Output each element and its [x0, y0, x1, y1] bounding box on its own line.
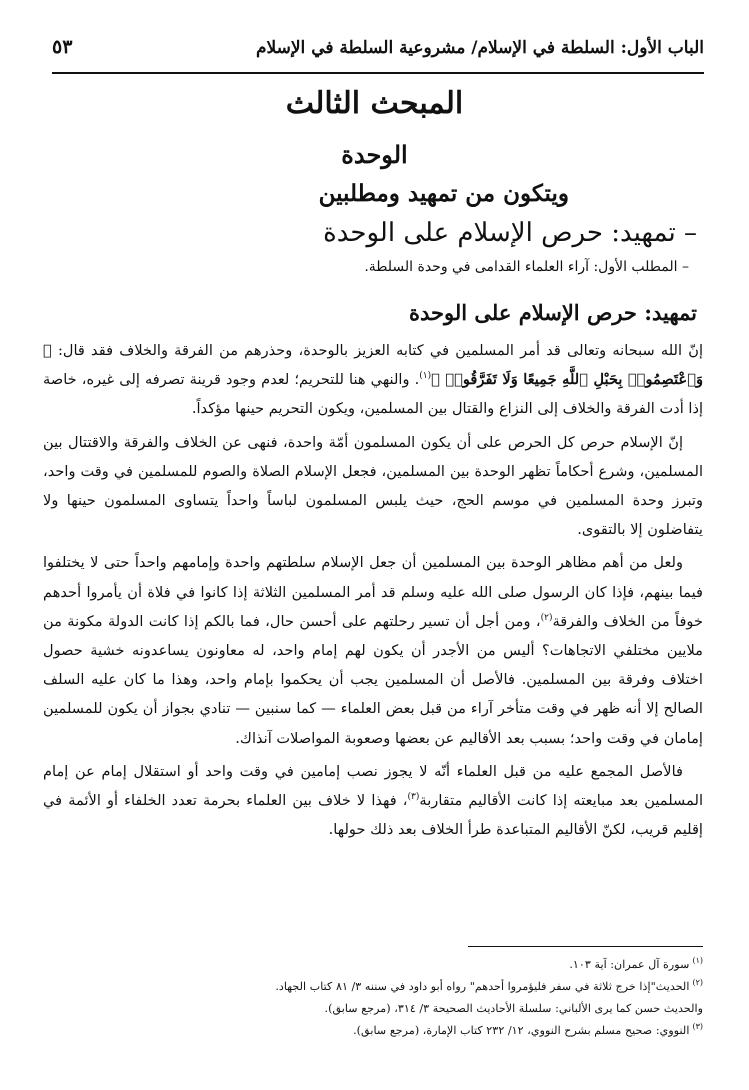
intro-heading: – تمهيد: حرص الإسلام على الوحدة [323, 218, 697, 248]
paragraph-3 [43, 548, 703, 752]
body-text [43, 336, 703, 848]
footnote-3-marker: (٣) [692, 1022, 703, 1032]
paragraph-3-text-b: ، ومن أجل أن تسير رحلتهم على أحسن حال، فما بالكم إذا كانت الدولة مكونة من ملايين مختلفي الاتجاهات؟ أليس من الأجدر أن يكون لهم إمام واحد، له معاونون يساعدونه خشية حصول اختلاف وفرقة بين المسلمين. فالأصل أن المسلمين يجب أن يحكموا بإمام واحد، وهذا ما كان عليه السلف الصالح إلا أنه ظهر في وقت متأخر آراء من قبل بعض العلماء — كما سنبين — تنادي بجواز أن يكون للمسلمين إمامان في وقت واحد؛ بسبب بعد الأقاليم عن بعضها وصعوبة المواصلات آنذاك. [43, 612, 703, 747]
footnote-ref-2: (٢) [540, 612, 553, 623]
section-title: المبحث الثالث [285, 86, 464, 121]
paragraph-4 [43, 757, 703, 845]
page-header [52, 28, 704, 68]
paragraph-3-text-a: ولعل من أهم مظاهر الوحدة بين المسلمين أن جعل الإسلام سلطتهم واحدة وإمامهم واحداً حتى لا يختلفوا فيما بينهم، فإذا كان الرسول صلى الله عليه وسلم قد أمر المسلمين الثلاثة إذا كانوا في فلاة أن يأمروا أحدهم خوفاً من الخلاف والفرقة [43, 554, 703, 630]
header-rule [52, 72, 704, 74]
section-subtitle: الوحدة [341, 140, 408, 169]
footnote-ref-1: (١) [419, 371, 432, 382]
footnote-2 [43, 976, 703, 998]
quran-quote: ﴿ وَٱعْتَصِمُوا۟ بِحَبْلِ ٱللَّهِ جَمِيعًا وَلَا تَفَرَّقُوا۟ ﴾ [43, 342, 703, 389]
running-title: الباب الأول: السلطة في الإسلام/ مشروعية السلطة في الإسلام [255, 38, 704, 58]
composition-line: ويتكون من تمهيد ومطلبين [318, 180, 569, 207]
footnote-2-text: الحديث"إذا خرج ثلاثة في سفر فليؤمروا أحدهم" رواه أبو داود في سننه ٣/ ٨١ كتاب الجهاد. [275, 980, 690, 993]
footnotes [43, 954, 703, 1042]
page-number: ٥٣ [52, 36, 73, 58]
paragraph-2: إنّ الإسلام حرص كل الحرص على أن يكون المسلمون أمّة واحدة، فنهى عن الخلاف والفرقة والاقتتال بين المسلمين، وشرع أحكاماً تظهر الوحدة بين المسلمين، فجعل الإسلام الصلاة والصوم للمسلمين في وقت واحد، وتبرز وحدة المسلمين في موسم الحج، حيث يلبس المسلمون لباساً واحداً يتساوى المسلمون حينها ولا يتفاضلون إلا بالتقوى. [43, 433, 703, 539]
footnote-1-marker: (١) [692, 956, 703, 966]
intro-subheading: تمهيد: حرص الإسلام على الوحدة [409, 300, 697, 325]
footnote-1 [43, 954, 703, 976]
paragraph-4-text-b: ، فهذا لا خلاف بين العلماء بحرمة تعدد الخلفاء أو الأئمة في إقليم قريب، لكنّ الأقاليم المتباعدة طرأ الخلاف بعد ذلك حولها. [43, 792, 703, 839]
paragraph-4-text-a: فالأصل المجمع عليه من قبل العلماء أنّه لا يجوز نصب إمامين في وقت واحد أو استقلال إمام عن إمام المسلمين بعد مبايعته إذا كانت الأقاليم متقاربة [43, 762, 703, 810]
footnote-1-text: سورة آل عمران: آية ١٠٣. [569, 958, 690, 971]
footnote-ref-3: (٣) [407, 792, 420, 803]
footnote-rule [468, 946, 703, 947]
paragraph-1 [43, 336, 703, 424]
footnote-3-text: النووي: صحيح مسلم بشرح النووي، ١٢/ ٢٣٢ كتاب الإمارة، (مرجع سابق). [353, 1024, 690, 1037]
footnote-2-marker: (٢) [692, 978, 703, 988]
footnote-3 [43, 1020, 703, 1042]
paragraph-1-text-a: إنّ الله سبحانه وتعالى قد أمر المسلمين في كتابه العزيز بالوحدة، وحذرهم من الفرقة والخلاف فقد قال: [57, 342, 703, 359]
footnote-2-continued: والحديث حسن كما يرى الألباني: سلسلة الأحاديث الصحيحة ٣/ ٣١٤، (مرجع سابق). [324, 1002, 703, 1015]
paragraph-1-text-b: . والنهي هنا للتحريم؛ لعدم وجود قرينة تصرفه إلى غيره، خاصة إذا أدت الفرقة والخلاف إلى النزاع والقتال بين المسلمين، ويكون التحريم حينها مؤكداً. [43, 371, 703, 418]
chapter-line: – المطلب الأول: آراء العلماء القدامى في وحدة السلطة. [364, 259, 689, 275]
